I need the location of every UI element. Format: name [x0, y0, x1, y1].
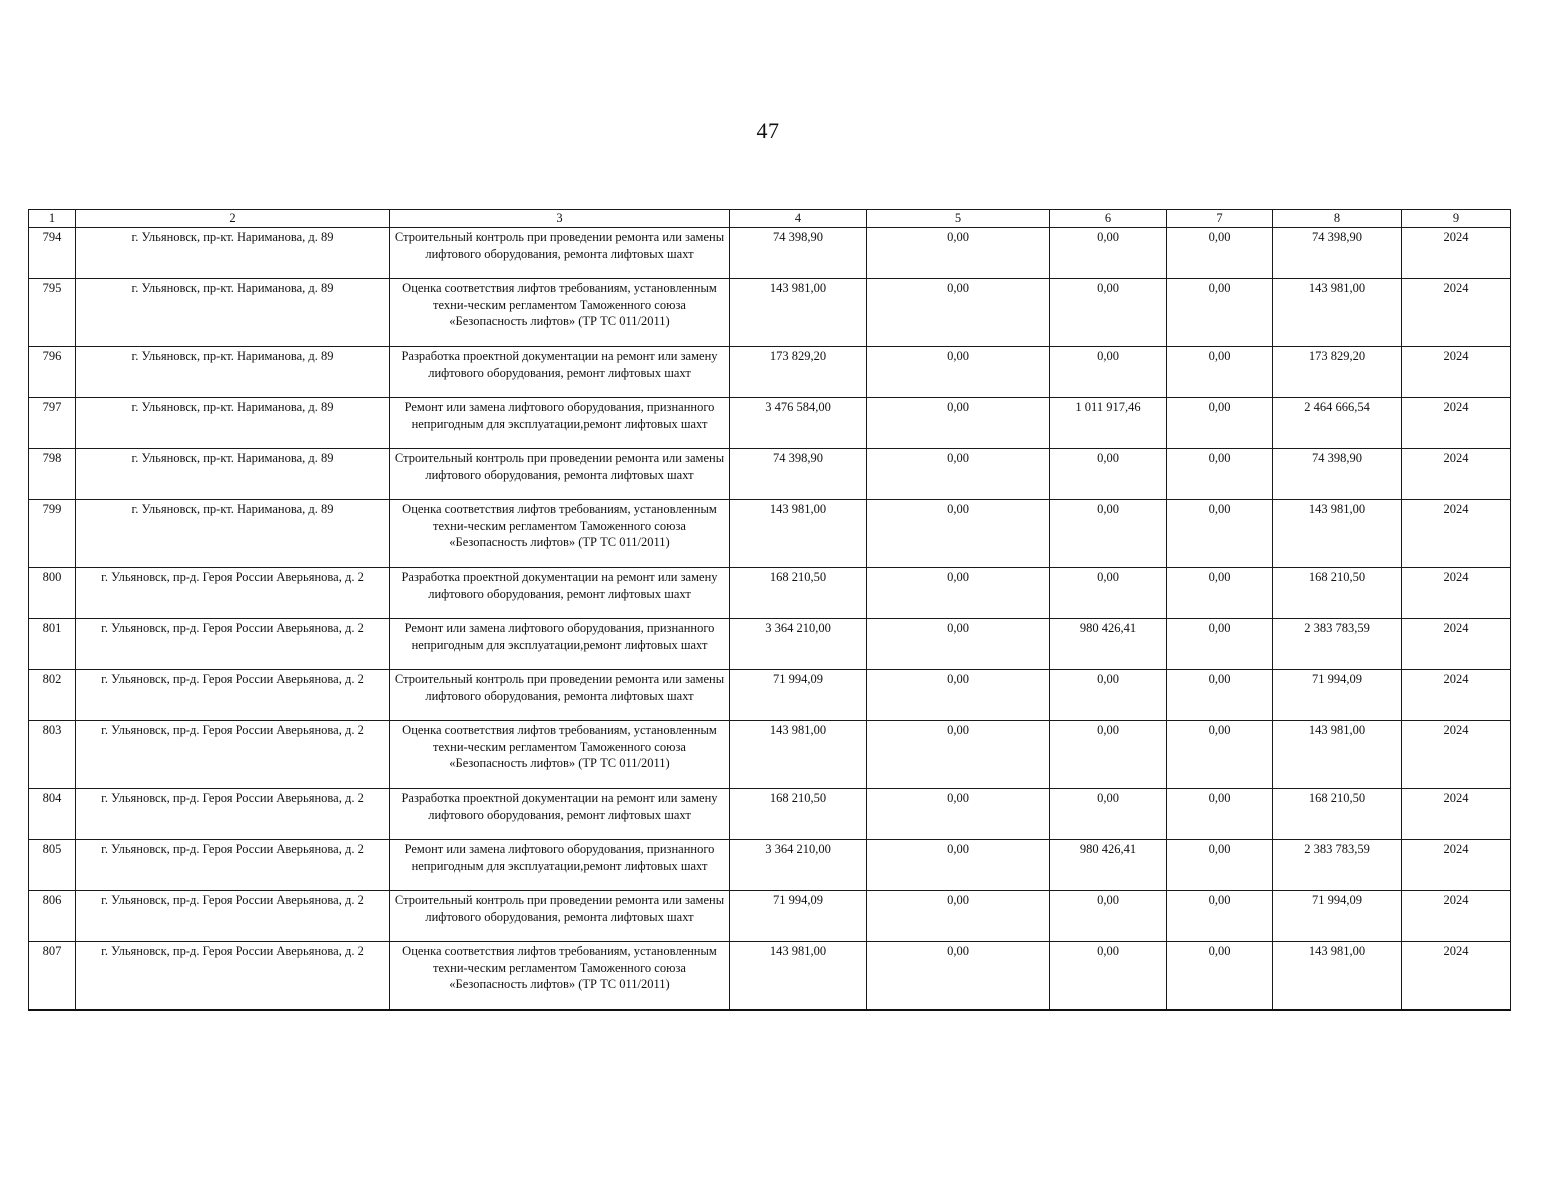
page-number: 47 — [756, 118, 780, 143]
year-cell: 2024 — [1402, 279, 1511, 347]
column-8-cell: 143 981,00 — [1273, 279, 1402, 347]
column-8-cell: 168 210,50 — [1273, 789, 1402, 840]
year-cell: 2024 — [1402, 670, 1511, 721]
work-type-cell: Оценка соответствия лифтов требованиям, установленным техни-ческим регламентом Таможенного союза «Безопасность лифтов» (ТР ТС 011/2011) — [390, 279, 730, 347]
column-header-2: 2 — [76, 210, 390, 228]
column-6-cell: 0,00 — [1050, 347, 1167, 398]
row-number-cell: 805 — [29, 840, 76, 891]
address-cell: г. Ульяновск, пр-кт. Нариманова, д. 89 — [76, 228, 390, 279]
year-cell: 2024 — [1402, 500, 1511, 568]
column-6-cell: 0,00 — [1050, 670, 1167, 721]
year-cell: 2024 — [1402, 568, 1511, 619]
column-5-cell: 0,00 — [867, 398, 1050, 449]
total-cost-cell: 74 398,90 — [730, 228, 867, 279]
column-5-cell: 0,00 — [867, 568, 1050, 619]
total-cost-cell: 143 981,00 — [730, 279, 867, 347]
column-7-cell: 0,00 — [1167, 789, 1273, 840]
table-row — [29, 840, 1511, 891]
column-5-cell: 0,00 — [867, 721, 1050, 789]
column-7-cell: 0,00 — [1167, 279, 1273, 347]
column-header-4: 4 — [730, 210, 867, 228]
row-number-cell: 795 — [29, 279, 76, 347]
total-cost-cell: 3 476 584,00 — [730, 398, 867, 449]
year-cell: 2024 — [1402, 398, 1511, 449]
table-row — [29, 891, 1511, 942]
column-5-cell: 0,00 — [867, 500, 1050, 568]
column-6-cell: 0,00 — [1050, 942, 1167, 1010]
address-cell: г. Ульяновск, пр-кт. Нариманова, д. 89 — [76, 347, 390, 398]
column-8-cell: 2 383 783,59 — [1273, 619, 1402, 670]
column-7-cell: 0,00 — [1167, 347, 1273, 398]
work-type-cell: Ремонт или замена лифтового оборудования, признанного непригодным для эксплуатации,ремонт лифтовых шахт — [390, 840, 730, 891]
address-cell: г. Ульяновск, пр-кт. Нариманова, д. 89 — [76, 279, 390, 347]
column-7-cell: 0,00 — [1167, 891, 1273, 942]
column-header-3: 3 — [390, 210, 730, 228]
total-cost-cell: 71 994,09 — [730, 670, 867, 721]
work-type-cell: Оценка соответствия лифтов требованиям, установленным техни-ческим регламентом Таможенного союза «Безопасность лифтов» (ТР ТС 011/2011) — [390, 942, 730, 1010]
year-cell: 2024 — [1402, 840, 1511, 891]
row-number-cell: 797 — [29, 398, 76, 449]
column-5-cell: 0,00 — [867, 891, 1050, 942]
column-7-cell: 0,00 — [1167, 568, 1273, 619]
column-6-cell: 1 011 917,46 — [1050, 398, 1167, 449]
column-8-cell: 74 398,90 — [1273, 228, 1402, 279]
work-type-cell: Разработка проектной документации на ремонт или замену лифтового оборудования, ремонт лифтовых шахт — [390, 568, 730, 619]
work-type-cell: Строительный контроль при проведении ремонта или замены лифтового оборудования, ремонта лифтовых шахт — [390, 891, 730, 942]
address-cell: г. Ульяновск, пр-д. Героя России Аверьянова, д. 2 — [76, 619, 390, 670]
table-row — [29, 449, 1511, 500]
column-6-cell: 980 426,41 — [1050, 619, 1167, 670]
total-cost-cell: 143 981,00 — [730, 942, 867, 1010]
column-6-cell: 0,00 — [1050, 500, 1167, 568]
table-row — [29, 670, 1511, 721]
table-header — [29, 210, 1511, 228]
column-header-9: 9 — [1402, 210, 1511, 228]
column-header-6: 6 — [1050, 210, 1167, 228]
address-cell: г. Ульяновск, пр-д. Героя России Аверьянова, д. 2 — [76, 789, 390, 840]
column-7-cell: 0,00 — [1167, 449, 1273, 500]
column-8-cell: 143 981,00 — [1273, 500, 1402, 568]
work-type-cell: Ремонт или замена лифтового оборудования, признанного непригодным для эксплуатации,ремонт лифтовых шахт — [390, 398, 730, 449]
total-cost-cell: 143 981,00 — [730, 721, 867, 789]
year-cell: 2024 — [1402, 619, 1511, 670]
total-cost-cell: 71 994,09 — [730, 891, 867, 942]
column-6-cell: 980 426,41 — [1050, 840, 1167, 891]
column-6-cell: 0,00 — [1050, 449, 1167, 500]
column-8-cell: 71 994,09 — [1273, 670, 1402, 721]
table-body — [29, 228, 1511, 1010]
column-7-cell: 0,00 — [1167, 619, 1273, 670]
column-7-cell: 0,00 — [1167, 228, 1273, 279]
total-cost-cell: 168 210,50 — [730, 568, 867, 619]
total-cost-cell: 3 364 210,00 — [730, 619, 867, 670]
column-6-cell: 0,00 — [1050, 891, 1167, 942]
address-cell: г. Ульяновск, пр-кт. Нариманова, д. 89 — [76, 398, 390, 449]
column-5-cell: 0,00 — [867, 670, 1050, 721]
column-header-8: 8 — [1273, 210, 1402, 228]
column-6-cell: 0,00 — [1050, 228, 1167, 279]
column-7-cell: 0,00 — [1167, 398, 1273, 449]
work-type-cell: Строительный контроль при проведении ремонта или замены лифтового оборудования, ремонта лифтовых шахт — [390, 228, 730, 279]
row-number-cell: 806 — [29, 891, 76, 942]
column-5-cell: 0,00 — [867, 347, 1050, 398]
column-7-cell: 0,00 — [1167, 670, 1273, 721]
row-number-cell: 803 — [29, 721, 76, 789]
table-row — [29, 347, 1511, 398]
column-8-cell: 173 829,20 — [1273, 347, 1402, 398]
work-type-cell: Ремонт или замена лифтового оборудования, признанного непригодным для эксплуатации,ремонт лифтовых шахт — [390, 619, 730, 670]
work-type-cell: Разработка проектной документации на ремонт или замену лифтового оборудования, ремонт лифтовых шахт — [390, 789, 730, 840]
row-number-cell: 807 — [29, 942, 76, 1010]
works-table — [28, 209, 1511, 1011]
address-cell: г. Ульяновск, пр-д. Героя России Аверьянова, д. 2 — [76, 891, 390, 942]
column-header-5: 5 — [867, 210, 1050, 228]
address-cell: г. Ульяновск, пр-д. Героя России Аверьянова, д. 2 — [76, 840, 390, 891]
total-cost-cell: 3 364 210,00 — [730, 840, 867, 891]
year-cell: 2024 — [1402, 789, 1511, 840]
table-row — [29, 398, 1511, 449]
column-5-cell: 0,00 — [867, 619, 1050, 670]
column-5-cell: 0,00 — [867, 279, 1050, 347]
row-number-cell: 796 — [29, 347, 76, 398]
total-cost-cell: 74 398,90 — [730, 449, 867, 500]
work-type-cell: Разработка проектной документации на ремонт или замену лифтового оборудования, ремонт лифтовых шахт — [390, 347, 730, 398]
column-8-cell: 2 464 666,54 — [1273, 398, 1402, 449]
column-6-cell: 0,00 — [1050, 721, 1167, 789]
address-cell: г. Ульяновск, пр-д. Героя России Аверьянова, д. 2 — [76, 670, 390, 721]
column-header-7: 7 — [1167, 210, 1273, 228]
table-row — [29, 789, 1511, 840]
row-number-cell: 804 — [29, 789, 76, 840]
work-type-cell: Оценка соответствия лифтов требованиям, установленным техни-ческим регламентом Таможенного союза «Безопасность лифтов» (ТР ТС 011/2011) — [390, 500, 730, 568]
year-cell: 2024 — [1402, 449, 1511, 500]
year-cell: 2024 — [1402, 228, 1511, 279]
year-cell: 2024 — [1402, 721, 1511, 789]
row-number-cell: 802 — [29, 670, 76, 721]
row-number-cell: 801 — [29, 619, 76, 670]
table-row — [29, 619, 1511, 670]
column-7-cell: 0,00 — [1167, 500, 1273, 568]
column-5-cell: 0,00 — [867, 840, 1050, 891]
table-row — [29, 500, 1511, 568]
column-7-cell: 0,00 — [1167, 840, 1273, 891]
row-number-cell: 794 — [29, 228, 76, 279]
address-cell: г. Ульяновск, пр-д. Героя России Аверьянова, д. 2 — [76, 942, 390, 1010]
address-cell: г. Ульяновск, пр-д. Героя России Аверьянова, д. 2 — [76, 721, 390, 789]
column-5-cell: 0,00 — [867, 789, 1050, 840]
table-row — [29, 279, 1511, 347]
column-header-1: 1 — [29, 210, 76, 228]
address-cell: г. Ульяновск, пр-кт. Нариманова, д. 89 — [76, 449, 390, 500]
column-5-cell: 0,00 — [867, 449, 1050, 500]
row-number-cell: 800 — [29, 568, 76, 619]
work-type-cell: Оценка соответствия лифтов требованиям, установленным техни-ческим регламентом Таможенного союза «Безопасность лифтов» (ТР ТС 011/2011) — [390, 721, 730, 789]
total-cost-cell: 173 829,20 — [730, 347, 867, 398]
column-7-cell: 0,00 — [1167, 942, 1273, 1010]
column-8-cell: 71 994,09 — [1273, 891, 1402, 942]
column-8-cell: 168 210,50 — [1273, 568, 1402, 619]
table-row — [29, 568, 1511, 619]
table-row — [29, 942, 1511, 1010]
year-cell: 2024 — [1402, 347, 1511, 398]
column-8-cell: 143 981,00 — [1273, 721, 1402, 789]
work-type-cell: Строительный контроль при проведении ремонта или замены лифтового оборудования, ремонта лифтовых шахт — [390, 670, 730, 721]
year-cell: 2024 — [1402, 891, 1511, 942]
year-cell: 2024 — [1402, 942, 1511, 1010]
total-cost-cell: 168 210,50 — [730, 789, 867, 840]
column-8-cell: 143 981,00 — [1273, 942, 1402, 1010]
column-5-cell: 0,00 — [867, 942, 1050, 1010]
address-cell: г. Ульяновск, пр-кт. Нариманова, д. 89 — [76, 500, 390, 568]
table-row — [29, 721, 1511, 789]
column-6-cell: 0,00 — [1050, 279, 1167, 347]
column-6-cell: 0,00 — [1050, 789, 1167, 840]
column-6-cell: 0,00 — [1050, 568, 1167, 619]
column-7-cell: 0,00 — [1167, 721, 1273, 789]
total-cost-cell: 143 981,00 — [730, 500, 867, 568]
table-row — [29, 228, 1511, 279]
column-8-cell: 2 383 783,59 — [1273, 840, 1402, 891]
column-8-cell: 74 398,90 — [1273, 449, 1402, 500]
work-type-cell: Строительный контроль при проведении ремонта или замены лифтового оборудования, ремонта лифтовых шахт — [390, 449, 730, 500]
row-number-cell: 798 — [29, 449, 76, 500]
column-5-cell: 0,00 — [867, 228, 1050, 279]
address-cell: г. Ульяновск, пр-д. Героя России Аверьянова, д. 2 — [76, 568, 390, 619]
row-number-cell: 799 — [29, 500, 76, 568]
